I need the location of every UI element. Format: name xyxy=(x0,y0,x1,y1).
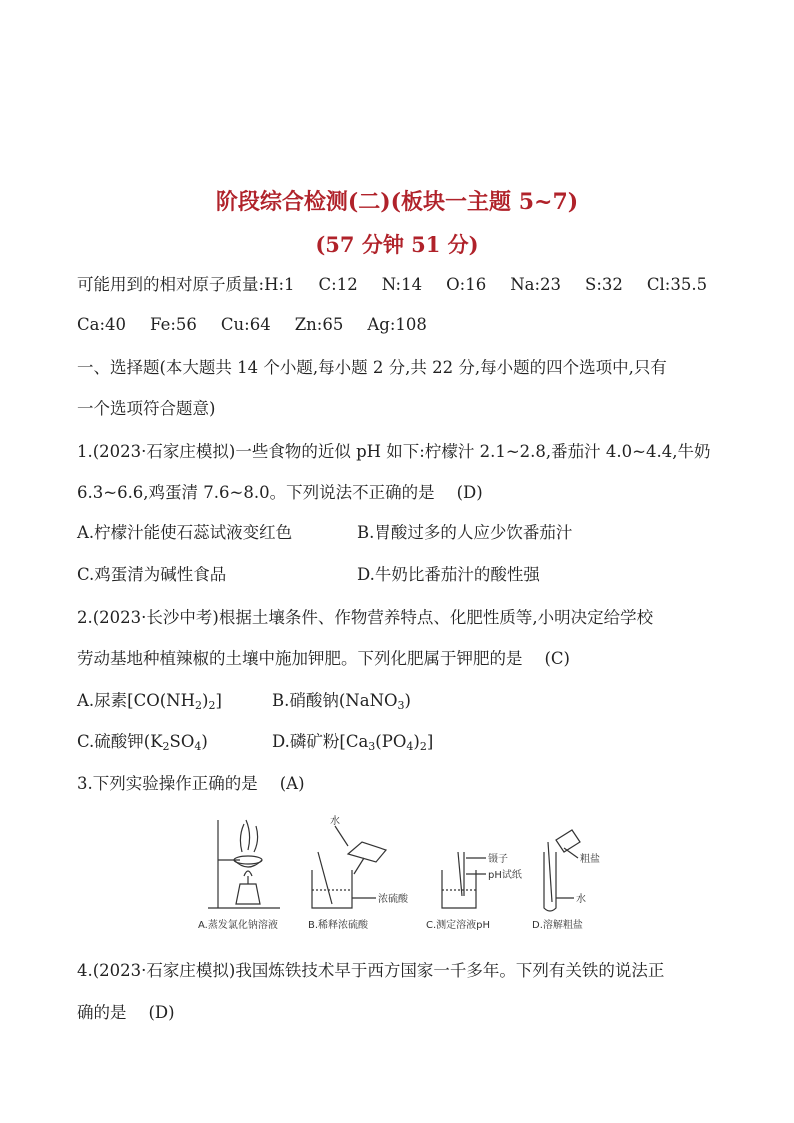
q1-stem-text: 6.3~6.6,鸡蛋清 7.6~8.0。下列说法不正确的是 xyxy=(77,483,435,502)
fig-label-salt: 粗盐 xyxy=(580,854,600,865)
fig-label-ph-paper: pH试纸 xyxy=(488,870,522,881)
fig-caption-b: B.稀释浓硫酸 xyxy=(308,920,369,931)
q4-stem-line2 xyxy=(77,1002,175,1024)
q1-option-a: A.柠檬汁能使石蕊试液变红色 xyxy=(77,523,293,542)
q2-answer: (C) xyxy=(544,649,570,668)
q1-stem-line2 xyxy=(77,482,483,504)
q2-options-row1 xyxy=(77,690,717,712)
fig-caption-a: A.蒸发氯化钠溶液 xyxy=(198,920,278,931)
q2-options-row2 xyxy=(77,731,717,753)
figure-b-dilution xyxy=(312,826,386,908)
q4-stem-line1: 4.(2023·石家庄模拟)我国炼铁技术早于西方国家一千多年。下列有关铁的说法正 xyxy=(77,961,665,980)
q1-answer: (D) xyxy=(456,483,483,502)
q1-option-d: D.牛奶比番茄汁的酸性强 xyxy=(357,565,540,584)
fig-label-tweezers: 镊子 xyxy=(488,854,508,865)
fig-caption-c: C.测定溶液pH xyxy=(426,920,491,931)
q2-option-c: C.硫酸钾$(K_2SO_4)$ xyxy=(77,732,208,753)
mass-zn: Zn:65 xyxy=(294,315,344,334)
q2-option-a: A.尿素$[CO(NH_2)_2]$ xyxy=(77,691,222,712)
mass-ca: Ca:40 xyxy=(77,315,127,334)
figure-c-ph-test xyxy=(442,852,486,908)
q3-answer: (A) xyxy=(279,774,305,793)
page-subtitle: (57 分钟 51 分) xyxy=(315,232,479,257)
q1-options-row2 xyxy=(77,564,717,586)
q2-option-d: D.磷矿粉$[Ca_3(PO_4)_2]$ xyxy=(272,732,434,753)
fig-label-water-d: 水 xyxy=(576,894,586,905)
mass-na: Na:23 xyxy=(510,275,562,294)
page-title: 阶段综合检测(二)(板块一主题 5~7) xyxy=(215,189,579,215)
mass-h: H:1 xyxy=(264,275,295,294)
mass-cu: Cu:64 xyxy=(220,315,271,334)
q2-stem-line1: 2.(2023·长沙中考)根据土壤条件、作物营养特点、化肥性质等,小明决定给学校 xyxy=(77,608,654,627)
fig-label-water-b: 水 xyxy=(330,816,340,827)
mass-fe: Fe:56 xyxy=(150,315,197,334)
fig-caption-d: D.溶解粗盐 xyxy=(532,920,583,931)
mass-o: O:16 xyxy=(446,275,487,294)
q3-experiment-figure xyxy=(190,812,610,942)
mass-c: C:12 xyxy=(318,275,358,294)
atomic-masses-intro: 可能用到的相对原子质量: xyxy=(77,275,265,294)
fig-label-acid: 浓硫酸 xyxy=(378,894,408,905)
section-heading-line1: 一、选择题(本大题共 14 个小题,每小题 2 分,共 22 分,每小题的四个选项中,只有 xyxy=(77,358,667,377)
figure-a-evaporation xyxy=(208,820,280,908)
q3-stem xyxy=(77,773,305,795)
mass-n: N:14 xyxy=(381,275,423,294)
figure-d-dissolve xyxy=(544,830,580,911)
q4-answer: (D) xyxy=(148,1003,175,1022)
q2-option-b: B.硝酸钠(NaNO$_3$) xyxy=(272,691,411,712)
atomic-masses-row2 xyxy=(77,314,451,336)
atomic-masses-row1 xyxy=(77,274,707,296)
mass-cl: Cl:35.5 xyxy=(646,275,708,294)
mass-s: S:32 xyxy=(585,275,623,294)
mass-ag: Ag:108 xyxy=(367,315,427,334)
q1-options-row1 xyxy=(77,522,717,544)
q1-option-b: B.胃酸过多的人应少饮番茄汁 xyxy=(357,523,573,542)
q2-stem-line2 xyxy=(77,648,570,670)
q2-stem-text: 劳动基地种植辣椒的土壤中施加钾肥。下列化肥属于钾肥的是 xyxy=(77,649,523,668)
q1-option-c: C.鸡蛋清为碱性食品 xyxy=(77,565,227,584)
section-heading-line2: 一个选项符合题意) xyxy=(77,399,216,418)
q3-stem-text: 3.下列实验操作正确的是 xyxy=(77,774,258,793)
q1-stem-line1: 1.(2023·石家庄模拟)一些食物的近似 pH 如下:柠檬汁 2.1~2.8,番茄汁 4.0~4.4,牛奶 xyxy=(77,442,711,461)
q4-stem-text: 确的是 xyxy=(77,1003,127,1022)
